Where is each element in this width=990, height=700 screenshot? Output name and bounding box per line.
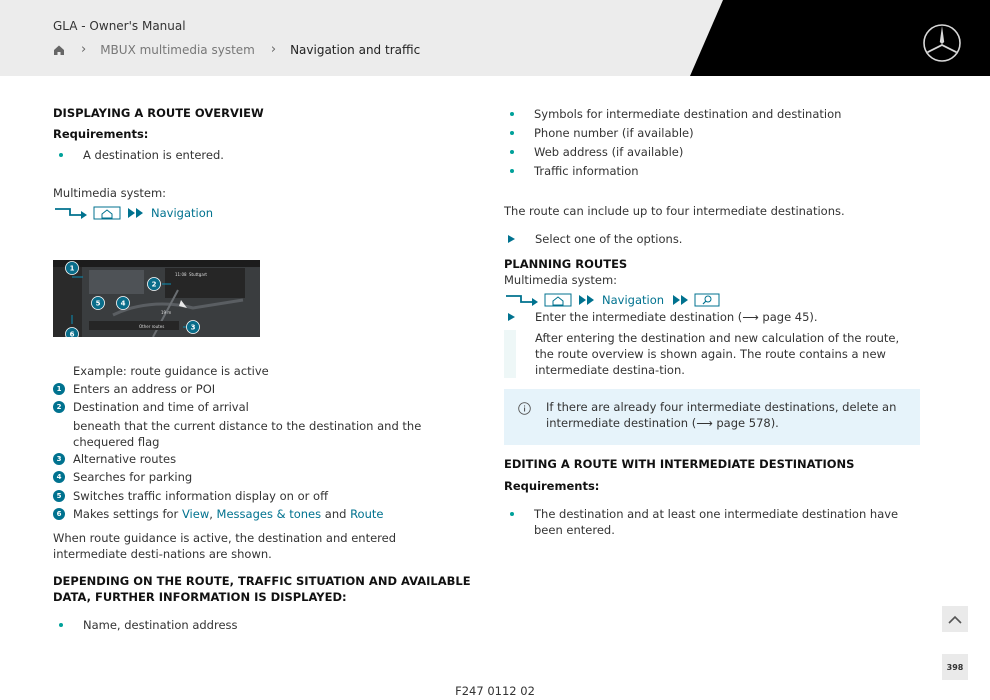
bullet-traffic: Traffic information bbox=[504, 163, 920, 179]
svg-text:6: 6 bbox=[69, 330, 75, 337]
info-note-text: If there are already four intermediate destinations, delete an intermediate destination (⟶ page 578). bbox=[546, 400, 897, 430]
bullet-web: Web address (if available) bbox=[504, 144, 920, 160]
right-column bbox=[504, 105, 920, 309]
path-arrow-icon bbox=[504, 293, 540, 307]
search-button-icon[interactable] bbox=[694, 293, 720, 307]
conjunction-text: and bbox=[321, 507, 351, 521]
step-text: Enter the intermediate destination (⟶ page 45). bbox=[535, 310, 818, 324]
step-select-option bbox=[504, 231, 920, 247]
navigation-link[interactable]: Navigation bbox=[151, 206, 214, 220]
section-title-planning: PLANNING ROUTES bbox=[504, 257, 628, 271]
view-link[interactable]: View bbox=[181, 507, 210, 521]
section-title-editing: EDITING A ROUTE WITH INTERMEDIATE DESTINATIONS bbox=[504, 457, 855, 471]
section-title-route-overview: DISPLAYING A ROUTE OVERVIEW bbox=[53, 106, 264, 120]
numbered-item-2 bbox=[53, 399, 473, 415]
manual-title: GLA - Owner's Manual bbox=[53, 19, 186, 33]
bullet-symbols: Symbols for intermediate destination and destination bbox=[504, 106, 920, 122]
numbered-item-text: Alternative routes bbox=[73, 452, 177, 466]
double-arrow-icon bbox=[127, 207, 147, 219]
svg-text:5: 5 bbox=[95, 299, 101, 308]
svg-text:2: 2 bbox=[151, 280, 157, 289]
navigation-link[interactable]: Navigation bbox=[602, 293, 665, 307]
step-arrow-icon bbox=[508, 235, 515, 243]
home-icon[interactable] bbox=[53, 44, 65, 56]
step-highlight-bar bbox=[504, 330, 516, 378]
chevron-right-icon: › bbox=[270, 42, 277, 57]
figure-code: F247 0112 02 bbox=[455, 684, 535, 698]
info-note bbox=[504, 389, 920, 445]
numbered-item-6 bbox=[53, 506, 473, 522]
info-icon bbox=[518, 402, 531, 415]
step-arrow-icon bbox=[508, 313, 515, 321]
breadcrumb bbox=[53, 42, 420, 57]
breadcrumb-item-mbux[interactable]: MBUX multimedia system bbox=[100, 42, 255, 57]
numbered-item-text: Enters an address or POI bbox=[73, 382, 216, 396]
mercedes-star-logo bbox=[922, 23, 962, 63]
menu-path bbox=[53, 204, 473, 222]
step-enter-destination bbox=[504, 309, 920, 325]
numbered-item-3 bbox=[53, 451, 473, 467]
requirement-item: A destination is entered. bbox=[53, 147, 473, 163]
route-paragraph: The route can include up to four intermediate destinations. bbox=[504, 204, 845, 218]
home-button-icon[interactable] bbox=[544, 293, 572, 307]
scroll-to-top-button[interactable] bbox=[942, 606, 968, 632]
home-button-icon[interactable] bbox=[93, 206, 121, 220]
page-number-button[interactable]: 398 bbox=[942, 654, 968, 680]
number-badge: 6 bbox=[53, 508, 65, 520]
double-arrow-icon bbox=[672, 294, 692, 306]
route-guidance-screenshot bbox=[53, 260, 260, 337]
requirement-item: The destination and at least one intermediate destination have been entered. bbox=[504, 506, 920, 538]
chevron-right-icon: › bbox=[81, 42, 87, 57]
section-title-further-info: DEPENDING ON THE ROUTE, TRAFFIC SITUATION AND AVAILABLE DATA, FURTHER INFORMATION IS DISPLAYED: bbox=[53, 574, 471, 604]
path-arrow-icon bbox=[53, 206, 89, 220]
numbered-item-text: Destination and time of arrival bbox=[73, 400, 249, 414]
multimedia-label: Multimedia system: bbox=[53, 186, 167, 200]
multimedia-label: Multimedia system: bbox=[504, 273, 618, 287]
numbered-item-text: Switches traffic information display on or off bbox=[73, 489, 328, 503]
route-link[interactable]: Route bbox=[350, 507, 384, 521]
numbered-item-4 bbox=[53, 469, 473, 485]
numbered-item-5 bbox=[53, 488, 473, 504]
svg-text:3: 3 bbox=[190, 323, 196, 332]
screen-distance: 19 m bbox=[161, 310, 172, 315]
guidance-paragraph: When route guidance is active, the destination and entered intermediate desti-nations are shown. bbox=[53, 531, 397, 561]
screen-other-routes: Other routes bbox=[139, 324, 165, 329]
breadcrumb-item-current: Navigation and traffic bbox=[290, 42, 421, 57]
numbered-item-2-continuation: beneath that the current distance to the destination and the chequered flag bbox=[73, 419, 422, 449]
separator-text: , bbox=[209, 507, 217, 521]
number-badge: 2 bbox=[53, 401, 65, 413]
numbered-item-text: Makes settings for bbox=[73, 507, 182, 521]
left-column bbox=[53, 105, 473, 222]
figure-caption: Example: route guidance is active bbox=[73, 364, 269, 378]
number-badge: 1 bbox=[53, 383, 65, 395]
messages-tones-link[interactable]: Messages & tones bbox=[216, 507, 322, 521]
svg-text:1: 1 bbox=[69, 264, 75, 273]
number-badge: 5 bbox=[53, 490, 65, 502]
number-badge: 3 bbox=[53, 453, 65, 465]
bullet-phone: Phone number (if available) bbox=[504, 125, 920, 141]
menu-path bbox=[504, 291, 920, 309]
requirements-label: Requirements: bbox=[53, 127, 149, 141]
number-badge: 4 bbox=[53, 471, 65, 483]
step-text: Select one of the options. bbox=[535, 232, 683, 246]
numbered-item-1 bbox=[53, 381, 473, 397]
step-result-text: After entering the destination and new calculation of the route, the route overview is shown again. The route contains a new intermediate destina-tion. bbox=[535, 331, 900, 377]
numbered-item-text: Searches for parking bbox=[73, 470, 193, 484]
double-arrow-icon bbox=[578, 294, 598, 306]
bullet-name-address: Name, destination address bbox=[53, 617, 473, 633]
screen-destination: Stuttgart bbox=[189, 272, 207, 277]
svg-text:4: 4 bbox=[120, 299, 126, 308]
screen-time: 11:08 bbox=[175, 272, 187, 277]
chevron-up-icon bbox=[948, 615, 962, 624]
requirements-label: Requirements: bbox=[504, 479, 600, 493]
